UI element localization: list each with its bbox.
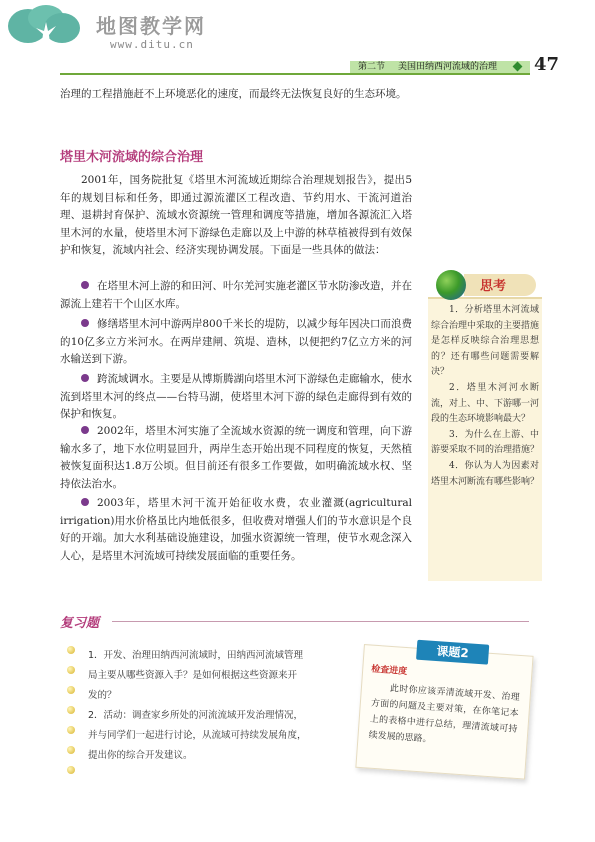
think-question: 2．塔里木河河水断流，对上、中、下游哪一河段的生态环境影响最大？ bbox=[431, 382, 540, 425]
review-line: 发的？ bbox=[88, 690, 117, 701]
review-line: 提出你的综合开发建议。 bbox=[88, 750, 193, 761]
review-line: 并与同学们一起进行讨论，从流域可持续发展角度， bbox=[88, 730, 307, 741]
section-heading: 塔里木河流域的综合治理 bbox=[60, 150, 204, 165]
think-question: 4．你认为人为因素对塔里木河断流有哪些影响？ bbox=[431, 460, 540, 487]
review-line: 局主要从哪些资源入手？是如何根据这些资源来开 bbox=[88, 670, 298, 681]
yellow-dot-icon bbox=[67, 666, 75, 674]
note-subtitle: 检查进度 bbox=[370, 664, 408, 678]
bullet-item bbox=[60, 316, 412, 369]
paragraph-2001: 2001年，国务院批复《塔里木河流域近期综合治理规划报告》，提出5年的规划目标和任务，即通过源流灌区工程改造、节约用水、干流河道治理、退耕封育保护、流域水资源统一管理和调度等措施，增加各源流汇入塔里木河的水量，使塔里木河下游绿色走廊以及上中游的林草植被得到有效保护和恢复，流域内社会、经济实现协调发展。下面是一些具体的做法： bbox=[60, 174, 412, 256]
bullet-dot-icon bbox=[81, 498, 89, 506]
bullet-item bbox=[60, 371, 412, 424]
think-questions bbox=[431, 303, 539, 490]
review-divider bbox=[112, 621, 529, 622]
bullet-text: 跨流域调水。主要是从博斯腾湖向塔里木河下游绿色走廊输水，使水流到塔里木河的终点——台特马湖，使塔里木河下游的绿色走廊得到有效的保护和恢复。 bbox=[60, 373, 412, 420]
bullet-text: 在塔里木河上游的和田河、叶尔羌河实施老灌区节水防渗改造，并在源流上建若干个山区水库。 bbox=[60, 280, 412, 310]
intro-paragraph: 治理的工程措施赶不上环境恶化的速度，而最终无法恢复良好的生态环境。 bbox=[60, 88, 407, 100]
bullet-dot-icon bbox=[81, 374, 89, 382]
think-title: 思考 bbox=[480, 279, 507, 294]
review-line: 1．开发、治理田纳西河流域时，田纳西河流域管理 bbox=[88, 650, 304, 661]
review-line: 2．活动：调查家乡所处的河流流域开发治理情况， bbox=[88, 710, 304, 721]
globe-icon bbox=[436, 270, 466, 300]
note-tag: 课题2 bbox=[416, 640, 489, 665]
project-note bbox=[355, 644, 533, 780]
bullet-dot-icon bbox=[81, 319, 89, 327]
think-question: 1．分析塔里木河流域综合治理中采取的主要措施是怎样反映综合治理思想的？还有哪些问题需要解决？ bbox=[431, 305, 540, 378]
think-question: 3．为什么在上游、中游要采取不同的治理措施？ bbox=[431, 429, 540, 456]
paragraph-2002-text: 2002年，塔里木河实施了全流域水资源的统一调度和管理，向下游输水多了，地下水位明显回升，两岸生态开始出现不同程度的恢复，天然植被恢复面积达1.8万公顷。但目前还有很多工作要做，如明确流域水权、坚持依法治水。 bbox=[60, 425, 412, 490]
tree-logo-icon bbox=[6, 4, 86, 60]
section-title: 美国田纳西河流域的治理 bbox=[398, 62, 498, 72]
paragraph-2003 bbox=[60, 495, 412, 565]
bullet-dot-icon bbox=[81, 426, 89, 434]
site-url[interactable]: www.ditu.cn bbox=[110, 38, 194, 51]
bullet-item bbox=[60, 278, 412, 313]
yellow-dot-icon bbox=[67, 746, 75, 754]
section-label: 第二节 bbox=[358, 62, 386, 72]
yellow-dot-icon bbox=[67, 726, 75, 734]
page-number: 47 bbox=[534, 54, 560, 75]
note-body: 此时你应该弄清流域开发、治理方面的问题及主要对策，在你笔记本上的表格中进行总结，理清流域可持续发展的思路。 bbox=[368, 683, 520, 745]
review-heading: 复习题 bbox=[60, 616, 100, 631]
yellow-dot-icon bbox=[67, 706, 75, 714]
paragraph-2003-text: 2003年，塔里木河干流开始征收水费，农业灌溉(agricultural irrigation)用水价格虽比内地低很多，但收费对增强人们的节水意识是个良好的开端。加大水利基础设施建设，加强水资源统一管理，使节水观念深入人心，是塔里木河流域可持续发展面临的重要任务。 bbox=[60, 497, 412, 562]
bullet-dot-icon bbox=[81, 281, 89, 289]
yellow-dot-icon bbox=[67, 646, 75, 654]
site-name: 地图教学网 bbox=[96, 14, 206, 38]
review-questions bbox=[88, 646, 354, 766]
bullet-text: 修缮塔里木河中游两岸800千米长的堤防，以减少每年因决口而浪费的10亿多立方米河水。在两岸建闸、筑堤、造林，以便把约7亿立方米的河水输送到下游。 bbox=[60, 318, 412, 365]
yellow-dot-icon bbox=[67, 766, 75, 774]
paragraph-2002 bbox=[60, 423, 412, 493]
yellow-dot-icon bbox=[67, 686, 75, 694]
